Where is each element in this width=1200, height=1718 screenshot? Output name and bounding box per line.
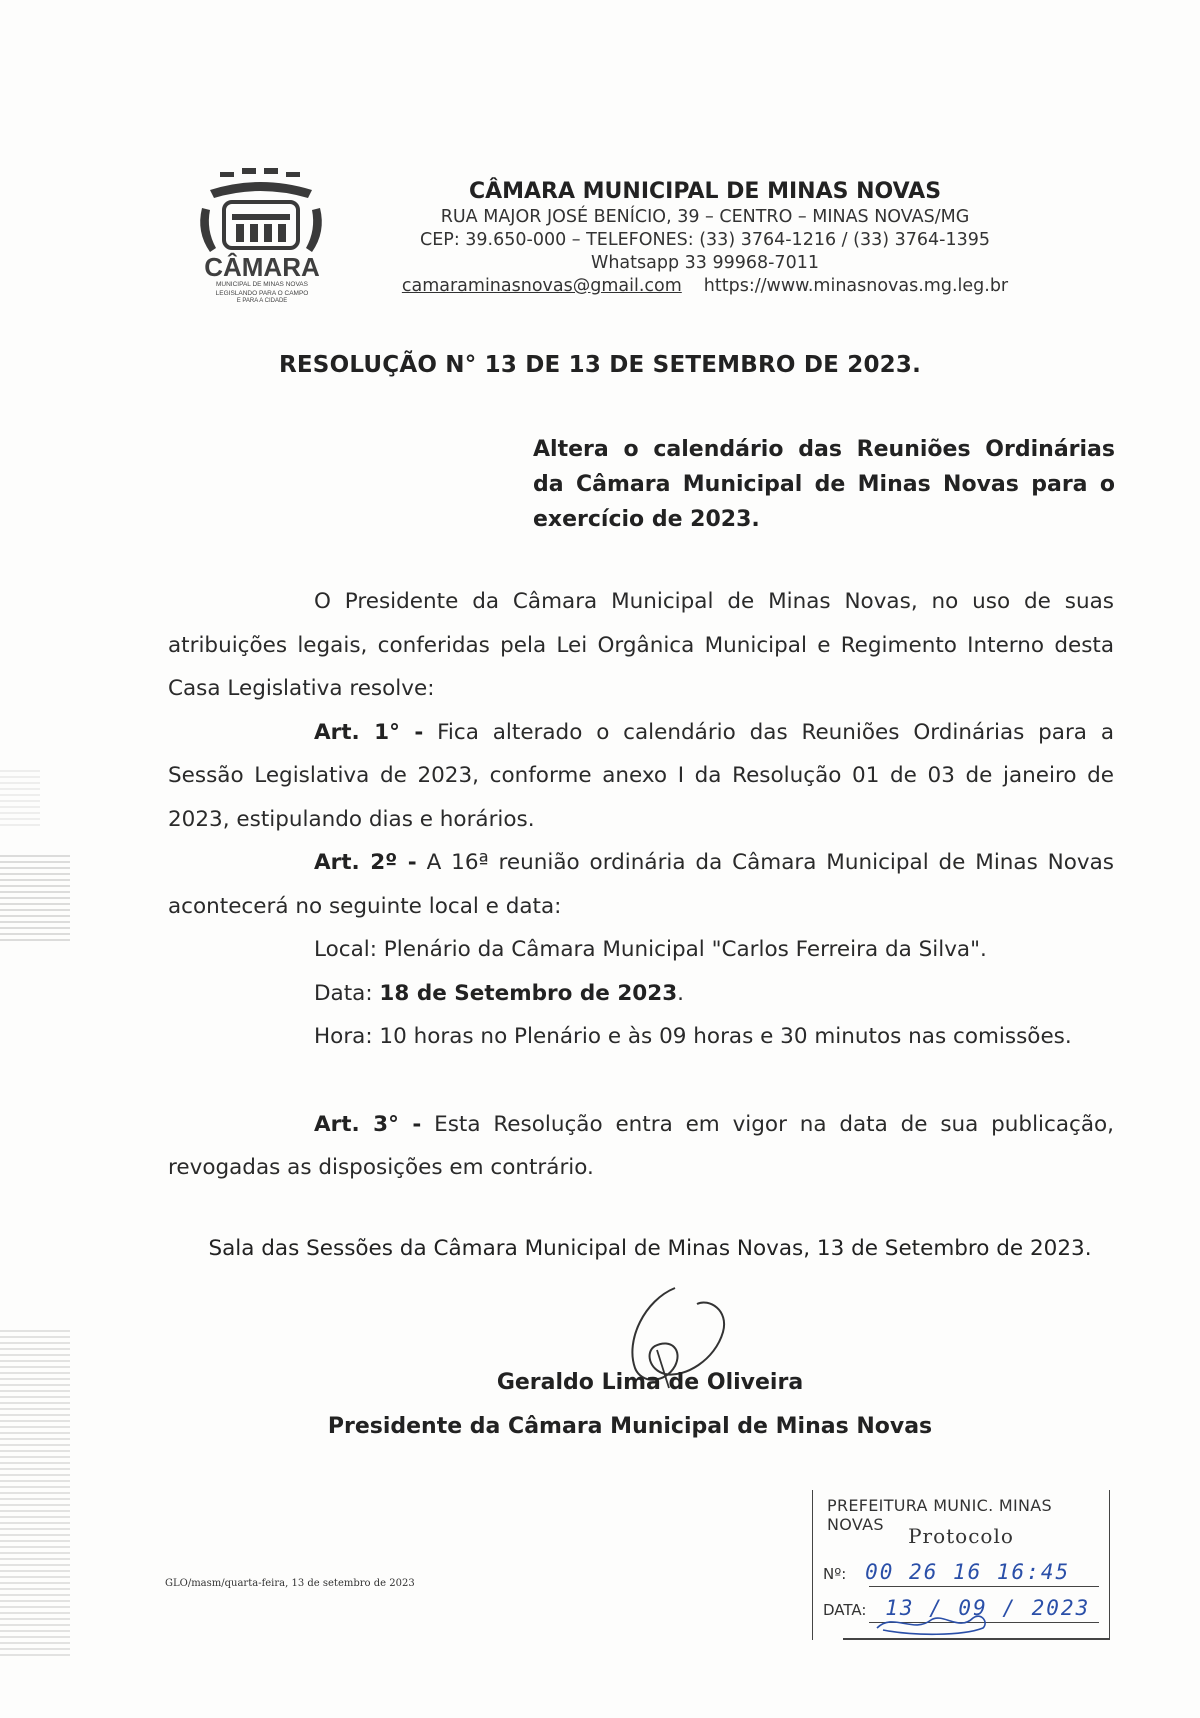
closing-line: Sala das Sessões da Câmara Municipal de Minas Novas, 13 de Setembro de 2023.: [208, 1236, 1092, 1261]
whatsapp-line: Whatsapp 33 99968-7011: [591, 253, 819, 273]
stamp-date-value: 13 / 09 / 2023: [885, 1596, 1091, 1620]
signer-name: Geraldo Lima de Oliveira: [496, 1370, 804, 1395]
stamp-title: Protocolo: [908, 1524, 1014, 1548]
stamp-header: PREFEITURA MUNIC. MINAS NOVAS: [827, 1496, 1052, 1534]
article-label: Art. 3° -: [314, 1111, 422, 1137]
article-text: Fica alterado o calendário das Reuniões Ordinárias para a Sessão Legislativa de 2023, conforme anexo I da Resolução 01 de 03 de janeiro de 2023, estipulando dias e horários.: [168, 719, 1114, 832]
scan-artifact: [0, 770, 40, 830]
article-text: Esta Resolução entra em vigor na data de sua publicação, revogadas as disposições em contrário.: [168, 1111, 1114, 1180]
camara-logo: [190, 168, 340, 303]
article-3: [168, 1103, 1114, 1190]
logo-tagline: E PARA A CIDADE: [236, 298, 288, 303]
logo-tagline: LEGISLANDO PARA O CAMPO: [215, 290, 309, 297]
article-label: Art. 1° -: [314, 719, 424, 745]
meeting-time: Hora: 10 horas no Plenário e às 09 horas e 30 minutos nas comissões.: [314, 1024, 1072, 1049]
organization-name: CÂMARA MUNICIPAL DE MINAS NOVAS: [468, 179, 942, 204]
stamp-number-label: Nº:: [823, 1565, 847, 1583]
scan-artifact: [0, 855, 70, 945]
resolution-title: RESOLUÇÃO N° 13 DE 13 DE SETEMBRO DE 2023.: [278, 352, 922, 378]
preamble: O Presidente da Câmara Municipal de Minas Novas, no uso de suas atribuições legais, conferidas pela Lei Orgânica Municipal e Regimento Interno desta Casa Legislativa resolve:: [168, 589, 1114, 701]
email-link[interactable]: camaraminasnovas@gmail.com: [401, 276, 682, 296]
resolution-summary: Altera o calendário das Reuniões Ordinárias da Câmara Municipal de Minas Novas para o exercício de 2023.: [533, 437, 1115, 532]
letterhead: [390, 178, 1020, 298]
date-end: .: [677, 980, 685, 1006]
stamp-rule: [869, 1586, 1099, 1587]
meeting-date: [168, 972, 1114, 1016]
spacer: [168, 1059, 1114, 1103]
date-label: Data:: [314, 980, 380, 1006]
resolution-body: [168, 580, 1114, 1190]
stamp-rule: [843, 1638, 1109, 1640]
contact-line: [390, 275, 1020, 298]
article-text: A 16ª reunião ordinária da Câmara Municipal de Minas Novas acontecerá no seguinte local e data:: [168, 850, 1114, 919]
article-2: [168, 841, 1114, 928]
meeting-location: Local: Plenário da Câmara Municipal "Carlos Ferreira da Silva".: [314, 937, 987, 962]
logo-text: CÂMARA: [204, 252, 320, 282]
logo-subtext: MUNICIPAL DE MINAS NOVAS: [216, 281, 308, 288]
address-line: RUA MAJOR JOSÉ BENÍCIO, 39 – CENTRO – MINAS NOVAS/MG: [440, 207, 970, 227]
footer-reference: GLO/masm/quarta-feira, 13 de setembro de 2023: [165, 1578, 415, 1589]
stamp-number-value: 00 26 16 16:45: [865, 1560, 1071, 1584]
website-link[interactable]: https://www.minasnovas.mg.leg.br: [703, 276, 1009, 296]
date-value: 18 de Setembro de 2023: [379, 980, 678, 1006]
signer-role: Presidente da Câmara Municipal de Minas Novas: [327, 1414, 933, 1439]
stamp-number-row: [823, 1560, 1070, 1584]
article-label: Art. 2º -: [314, 850, 417, 875]
stamp-date-label: DATA:: [823, 1601, 867, 1619]
protocol-stamp: [812, 1490, 1110, 1640]
cep-phones-line: CEP: 39.650-000 – TELEFONES: (33) 3764-1216 / (33) 3764-1395: [420, 230, 990, 250]
article-1: [168, 711, 1114, 842]
stamp-initials: [873, 1610, 993, 1636]
